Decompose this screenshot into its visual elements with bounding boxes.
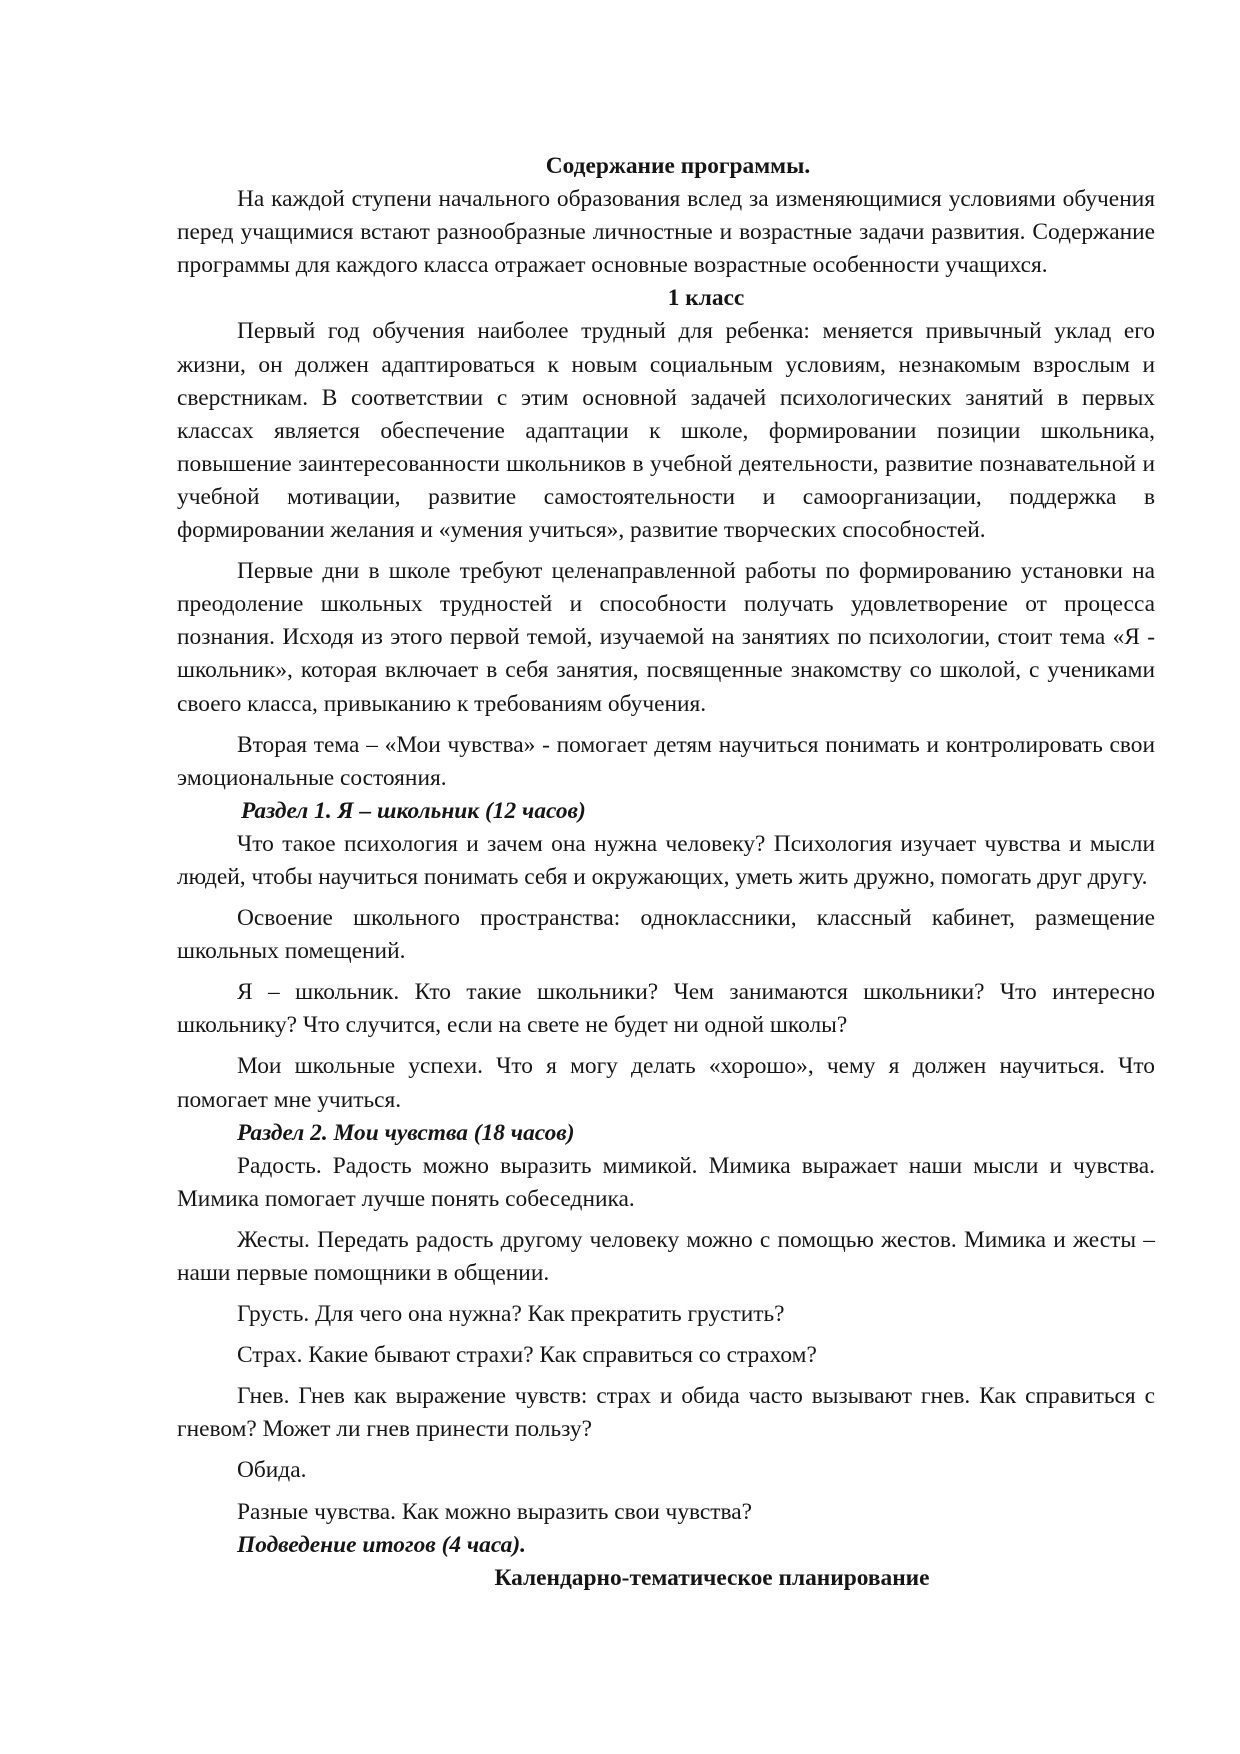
plan-heading: Календарно-тематическое планирование [494,1564,930,1591]
section-2-paragraph: Гнев. Гнев как выражение чувств: страх и обида часто вызывают гнев. Как справиться с гневом? Может ли гнев принести пользу? [177,1383,1155,1443]
document-page [177,150,1155,1595]
section-2-paragraph: Обида. [237,1457,307,1484]
section-1-heading: Раздел 1. Я – школьник (12 часов) [241,797,586,824]
section-2-paragraph: Радость. Радость можно выразить мимикой. Мимика выражает наши мысли и чувства. Мимика помогает лучше понять собеседника. [177,1152,1155,1212]
intro-paragraph: На каждой ступени начального образования вслед за изменяющимися условиями обучения перед учащимися встают разнообразные личностные и возрастные задачи развития. Содержание программы для каждого класса отражает основные возрастные особенности учащихся. [177,186,1155,279]
section-2-heading: Раздел 2. Мои чувства (18 часов) [237,1119,575,1146]
summary-heading: Подведение итогов (4 часа). [237,1531,526,1558]
section-2-paragraph: Страх. Какие бывают страхи? Как справиться со страхом? [237,1342,817,1369]
section-1-paragraph: Освоение школьного пространства: одноклассники, классный кабинет, размещение школьных помещений. [177,905,1155,965]
section-1-paragraph: Я – школьник. Кто такие школьники? Чем занимаются школьники? Что интересно школьнику? Что случится, если на свете не будет ни одной школы? [177,979,1155,1039]
section-1-paragraph: Что такое психология и зачем она нужна человеку? Психология изучает чувства и мысли людей, чтобы научиться понимать себя и окружающих, уметь жить дружно, помогать друг другу. [177,830,1155,890]
paragraph-first-days: Первые дни в школе требуют целенаправленной работы по формированию установки на преодоление школьных трудностей и способности получать удовлетворение от процесса познания. Исходя из этого первой темой, изучаемой на занятиях по психологии, стоит тема «Я - школьник», которая включает в себя занятия, посвященные знакомству со школой, с учениками своего класса, привыканию к требованиям обучения. [177,558,1155,717]
paragraph-first-year: Первый год обучения наиболее трудный для ребенка: меняется привычный уклад его жизни, он должен адаптироваться к новым социальным условиям, незнакомым взрослым и сверстникам. В соответствии с этим основной задачей психологических занятий в первых классах является обеспечение адаптации к школе, формировании позиции школьника, повышение заинтересованности школьников в учебной деятельности, развитие познавательной и учебной мотивации, развитие самостоятельности и самоорганизации, поддержка в формировании желания и «умения учиться», развитие творческих способностей. [177,318,1155,544]
class-heading: 1 класс [667,285,745,312]
section-2-paragraph: Грусть. Для чего она нужна? Как прекратить грустить? [237,1301,785,1328]
section-2-paragraph: Жесты. Передать радость другому человеку можно с помощью жестов. Мимика и жесты – наши первые помощники в общении. [177,1226,1155,1286]
section-2-paragraph: Разные чувства. Как можно выразить свои чувства? [237,1498,753,1525]
section-1-paragraph: Мои школьные успехи. Что я могу делать «хорошо», чему я должен научиться. Что помогает мне учиться. [177,1053,1155,1113]
paragraph-second-topic: Вторая тема – «Мои чувства» - помогает детям научиться понимать и контролировать свои эмоциональные состояния. [177,731,1155,791]
page-title: Содержание программы. [545,153,811,179]
